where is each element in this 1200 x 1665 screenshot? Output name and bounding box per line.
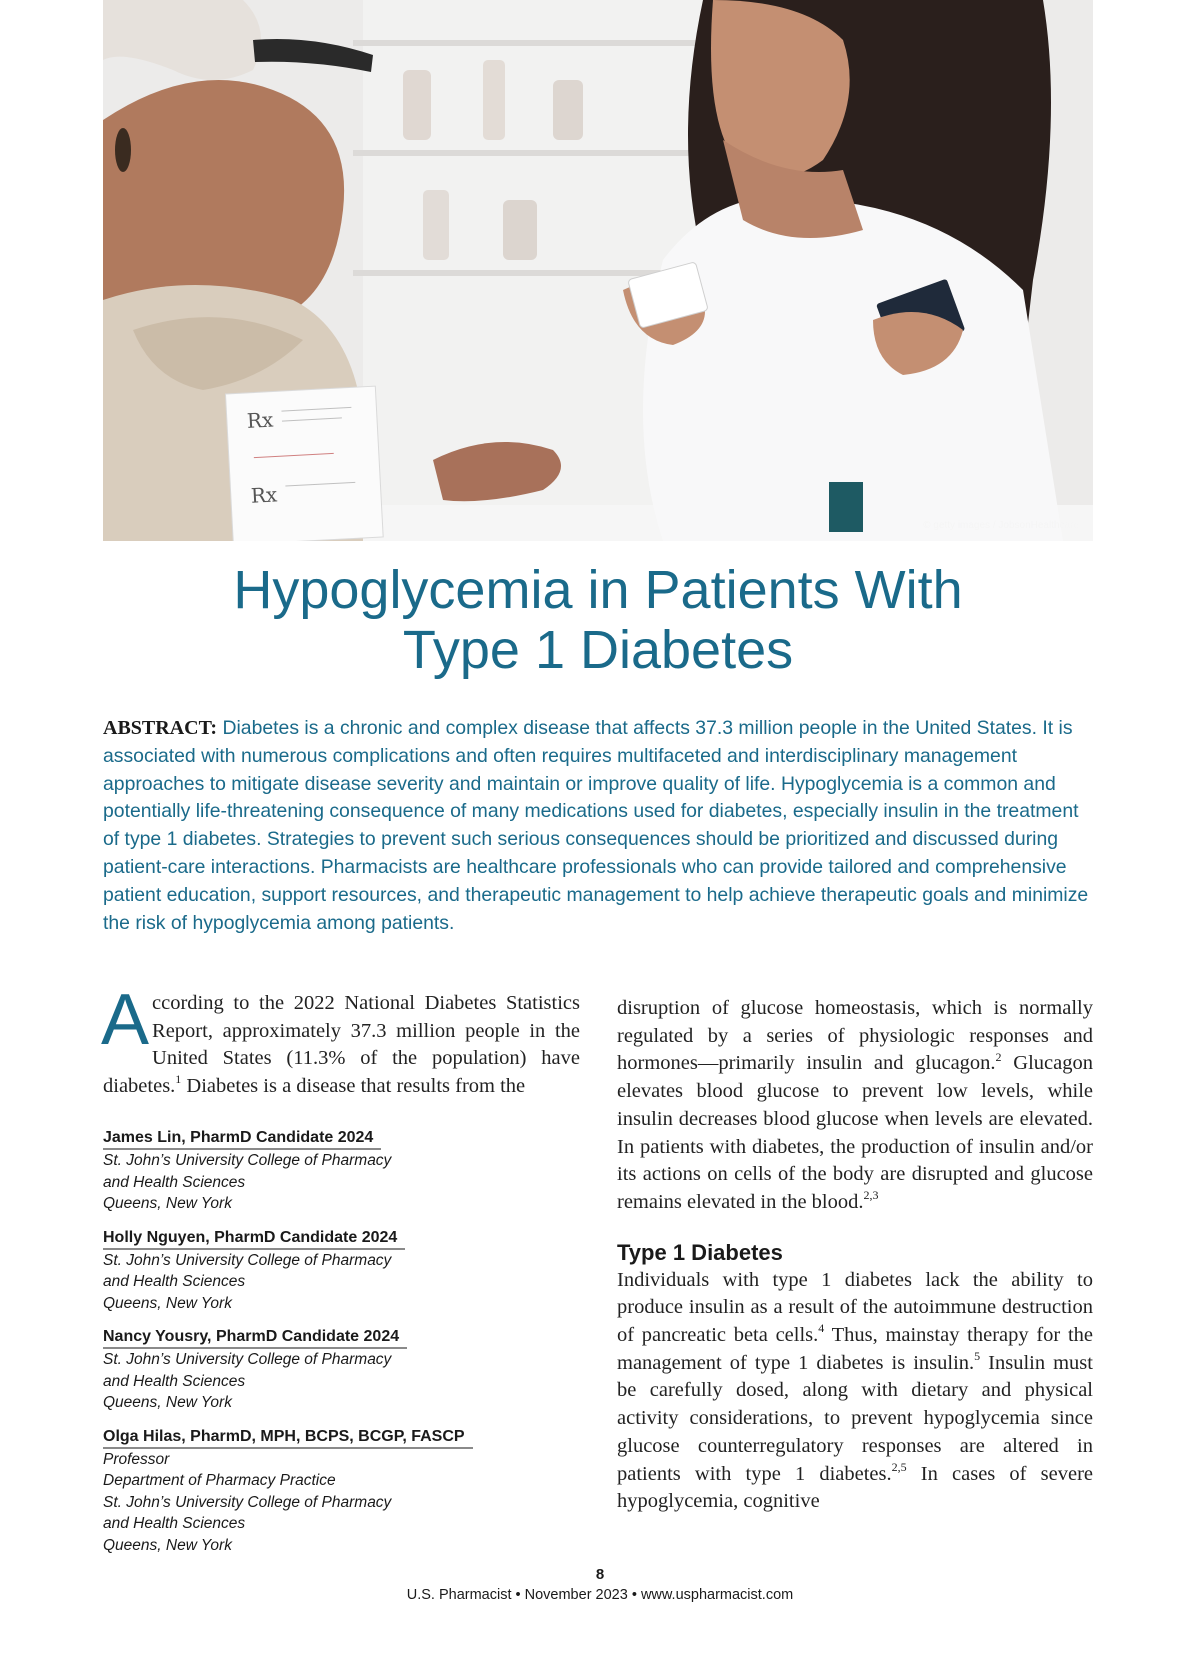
left-column — [101, 980, 580, 1101]
author-affiliation-line: St. John’s University College of Pharmacy — [103, 1493, 392, 1511]
abstract-label: ABSTRACT: — [103, 717, 218, 739]
p2-text-d: In cases of severe hypoglycemia, cognitive — [617, 1462, 1093, 1513]
body-paragraph-1 — [617, 995, 1093, 1217]
author-name: Holly Nguyen, PharmD Candidate 2024 — [103, 1228, 405, 1250]
author-block — [103, 1427, 563, 1557]
header-photo — [103, 0, 1093, 541]
author-affiliation-line: St. John’s University College of Pharmacy — [103, 1152, 392, 1169]
author-affiliation-line: Department of Pharmacy Practice — [103, 1472, 336, 1489]
body-paragraph-2 — [617, 1267, 1093, 1516]
page-number: 8 — [595, 1566, 605, 1583]
reference-5: 5 — [974, 1348, 981, 1363]
svg-text:Rx: Rx — [250, 482, 278, 508]
author-affiliation-line: St. John’s University College of Pharmacy — [103, 1251, 392, 1269]
title-line-2: Type 1 Diabetes — [402, 620, 794, 680]
author-affiliation-line: Queens, New York — [103, 1394, 232, 1411]
pharmacy-scene-illustration — [103, 0, 1093, 541]
author-affiliation-line: St. John’s University College of Pharmacy — [103, 1351, 392, 1368]
drop-cap: A — [101, 980, 150, 1060]
photo-credit: © getty images / JobsonHealthcare — [923, 520, 1079, 531]
author-block — [103, 1327, 563, 1414]
intro-text-a: ccording to the 2022 National Diabetes Statistics Report, approximately 37.3 million people in the United States (11.3% of the population) have diabetes. — [103, 992, 580, 1098]
author-affiliation-line: and Health Sciences — [103, 1173, 246, 1191]
author-affiliation-line: Queens, New York — [103, 1536, 232, 1554]
p1-text-a: disruption of glucose homeostasis, which is normally regulated by a series of physiologic responses and hormones—primarily insulin and glucagon. — [617, 997, 1093, 1075]
p2-text-b: Thus, mainstay therapy for the management of type 1 diabetes is insulin. — [617, 1324, 1094, 1374]
abstract-text: Diabetes is a chronic and complex disease that affects 37.3 million people in the United States. It is associated with numerous complications and often requires multifaceted and interdisciplinary management approaches to mitigate disease severity and maintain or improve quality of life. Hypoglycemia is a common and potentially life-threatening consequence of many medications used for diabetes, especially insulin in the treatment of type 1 diabetes. Strategies to prevent such serious consequences should be prioritized and discussed during patient-care interactions. Pharmacists are healthcare professionals who can provide tailored and comprehensive patient education, support resources, and therapeutic management to help achieve therapeutic goals and minimize the risk of hypoglycemia among patients. — [103, 717, 1089, 934]
author-affiliation-line: Queens, New York — [103, 1195, 232, 1212]
author-affiliation-line: and Health Sciences — [103, 1372, 246, 1390]
svg-text:Rx: Rx — [246, 407, 274, 433]
author-block — [103, 1228, 563, 1315]
author-affiliation-line: Queens, New York — [103, 1294, 232, 1312]
reference-1: 1 — [175, 1072, 182, 1087]
article-title — [103, 560, 1093, 680]
reference-2: 2 — [995, 1049, 1002, 1064]
p2-text-a: Individuals with type 1 diabetes lack the ability to produce insulin as a result of the autoimmune destruction of pancreatic beta cells. — [617, 1268, 1093, 1347]
right-column — [617, 995, 1093, 1516]
reference-2-3: 2,3 — [863, 1188, 879, 1203]
abstract — [103, 715, 1093, 937]
author-affiliation-line: and Health Sciences — [103, 1515, 246, 1532]
intro-paragraph — [101, 980, 580, 1101]
author-affiliation-line: and Health Sciences — [103, 1273, 246, 1290]
p2-text-c: Insulin must be carefully dosed, along with dietary and physical activity considerations, to prevent hypoglycemia since glucose counterregulatory responses are altered in patients with type 1 diabetes. — [617, 1351, 1093, 1485]
author-affiliation-line: Professor — [103, 1450, 170, 1468]
p1-text-b: Glucagon elevates blood glucose to prevent low levels, while insulin decreases blood glucose when levels are elevated. In patients with diabetes, the production of insulin and/or its actions on cells of the body are disrupted and glucose remains elevated in the blood. — [617, 1052, 1093, 1213]
author-name: Nancy Yousry, PharmD Candidate 2024 — [103, 1327, 407, 1349]
footer-publication: U.S. Pharmacist • November 2023 • www.uspharmacist.com — [406, 1587, 794, 1603]
reference-2-5: 2,5 — [891, 1459, 907, 1474]
author-block — [103, 1128, 563, 1215]
author-list — [103, 1128, 563, 1569]
author-name: James Lin, PharmD Candidate 2024 — [103, 1128, 381, 1150]
intro-text-b: Diabetes is a disease that results from the — [181, 1075, 526, 1098]
reference-4: 4 — [818, 1321, 825, 1336]
section-heading-type1: Type 1 Diabetes — [617, 1239, 783, 1265]
author-name: Olga Hilas, PharmD, MPH, BCPS, BCGP, FASCP — [103, 1427, 473, 1449]
title-line-1: Hypoglycemia in Patients With — [233, 560, 963, 620]
